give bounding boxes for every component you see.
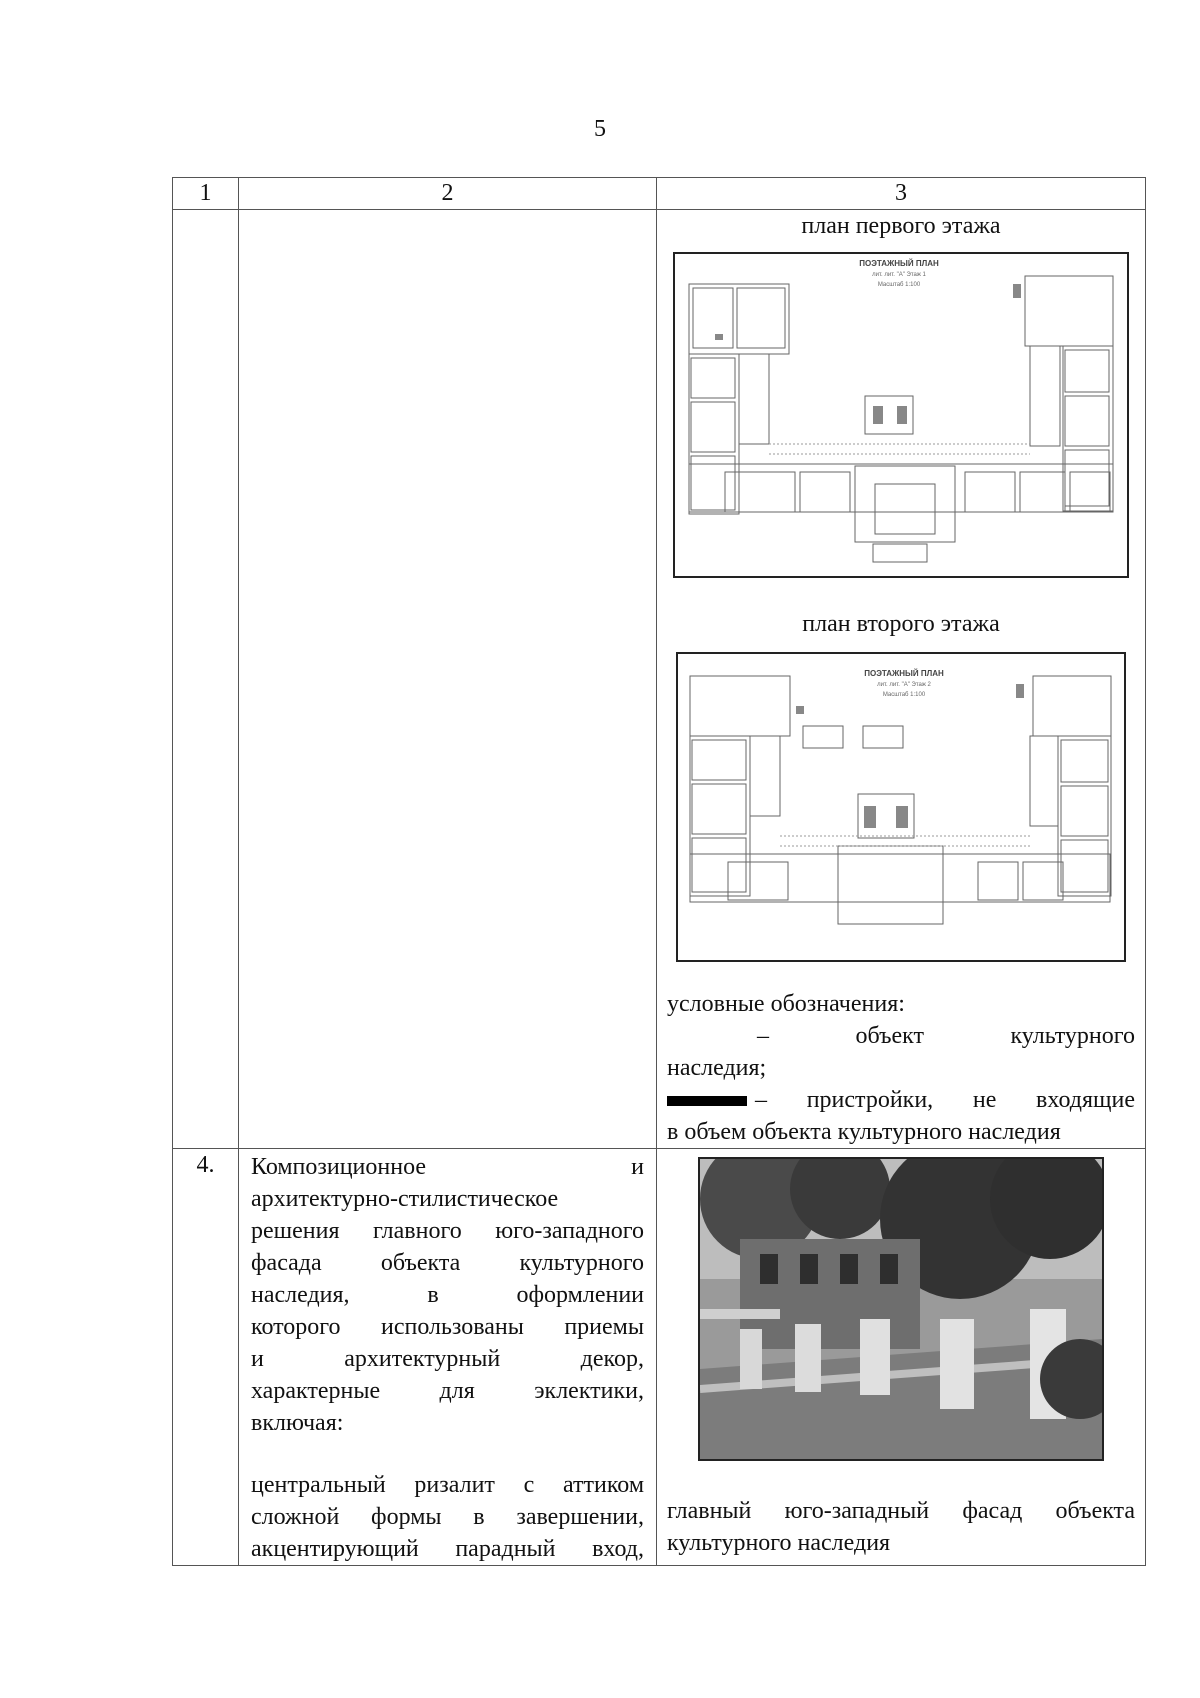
legend-item1-word2: культурного (1010, 1023, 1135, 1049)
row-description-cell (239, 1149, 657, 1566)
description-line: которого использованы приемы (251, 1314, 644, 1340)
legend-item-heritage (667, 1020, 1135, 1052)
description-line: включая: (251, 1410, 344, 1436)
description-line: Композиционное и (251, 1154, 644, 1180)
page-number: 5 (594, 116, 606, 142)
description-line: центральный ризалит с аттиком (251, 1472, 644, 1498)
plan2-scale: Масштаб 1:100 (882, 692, 926, 698)
table-header-row (173, 178, 1146, 210)
table-row-4 (173, 1149, 1146, 1566)
description-line: фасада объекта культурного (251, 1250, 644, 1276)
row-number-cell (173, 210, 239, 1149)
plan-first-floor-caption: план первого этажа (801, 213, 1001, 239)
description-line: решения главного юго-западного (251, 1218, 644, 1244)
plan1-scale: Масштаб 1:100 (877, 282, 921, 288)
table-row-plans (173, 210, 1146, 1149)
plan2-subtitle: лит. лит. "А" Этаж 2 (877, 682, 931, 688)
description-line: сложной формы в завершении, (251, 1504, 644, 1530)
plan1-subtitle: лит. лит. "А" Этаж 1 (872, 272, 926, 278)
extension-legend-swatch (667, 1096, 747, 1106)
header-col-1: 1 (173, 178, 239, 210)
first-floor-plan-image (673, 252, 1129, 578)
legend-dash: – (757, 1023, 769, 1049)
description-line: и архитектурный декор, (251, 1346, 644, 1372)
legend-title: условные обозначения: (667, 991, 905, 1017)
legend (667, 988, 1135, 1148)
facade-photo (698, 1157, 1104, 1461)
heritage-table (172, 177, 1146, 1566)
second-floor-plan-image (676, 652, 1126, 962)
header-col-2: 2 (239, 178, 657, 210)
plan-second-floor-caption: план второго этажа (802, 611, 1000, 637)
row-illustration-cell (657, 210, 1146, 1149)
legend-item1-end: наследия; (667, 1055, 767, 1081)
plan2-title: ПОЭТАЖНЫЙ ПЛАН (864, 669, 944, 678)
header-col-3: 3 (657, 178, 1146, 210)
description-line: наследия, в оформлении (251, 1282, 644, 1308)
row-description-cell (239, 210, 657, 1149)
description-line: характерные для эклектики, (251, 1378, 644, 1404)
description-line: архитектурно-стилистическое (251, 1186, 559, 1212)
facade-photo-caption: главный юго-западный фасад объекта культурного наследия (667, 1498, 1135, 1556)
plan1-title: ПОЭТАЖНЫЙ ПЛАН (859, 259, 939, 268)
legend-item2-text: – пристройки, не входящие (755, 1087, 1135, 1113)
description-line: акцентирующий парадный вход, (251, 1536, 644, 1562)
legend-item1-word1: объект (855, 1023, 924, 1049)
legend-item-extensions (667, 1084, 1135, 1116)
row-number-cell: 4. (173, 1149, 239, 1566)
legend-item2-end: в объем объекта культурного наследия (667, 1119, 1061, 1145)
row-illustration-cell (657, 1149, 1146, 1566)
